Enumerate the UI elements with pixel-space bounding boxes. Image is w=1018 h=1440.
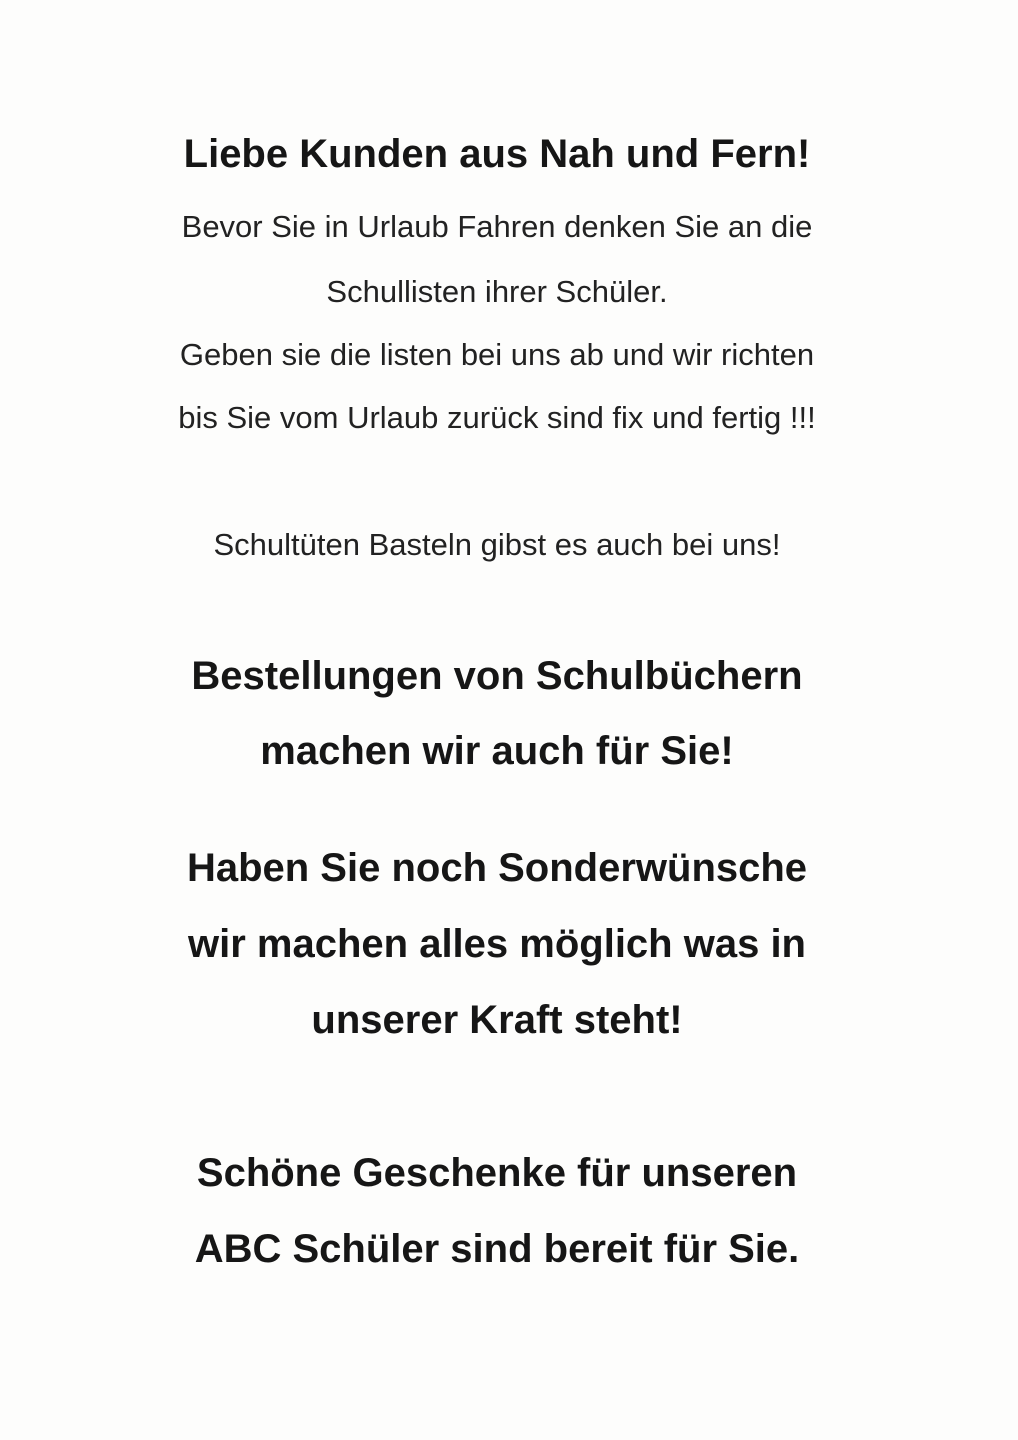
schulbuecher-line-1: Bestellungen von Schulbüchern: [191, 654, 803, 698]
sonderwuensche-line-1: Haben Sie noch Sonderwünsche: [186, 846, 808, 890]
intro-line-1: Bevor Sie in Urlaub Fahren denken Sie an die: [181, 209, 813, 244]
schulbuecher-line-2: machen wir auch für Sie!: [260, 729, 734, 773]
intro-line-4: bis Sie vom Urlaub zurück sind fix und fertig !!!: [178, 400, 816, 435]
sonderwuensche-line-2: wir machen alles möglich was in: [188, 922, 806, 966]
heading: Liebe Kunden aus Nah und Fern!: [183, 132, 811, 176]
schultueten-text: Schultüten Basteln gibst es auch bei uns!: [213, 527, 781, 562]
intro-line-3: Geben sie die listen bei uns ab und wir richten: [179, 337, 815, 372]
sonderwuensche-line-3: unserer Kraft steht!: [311, 998, 683, 1042]
intro-line-2: Schullisten ihrer Schüler.: [326, 274, 668, 309]
geschenke-line-2: ABC Schüler sind bereit für Sie.: [194, 1227, 800, 1271]
geschenke-line-1: Schöne Geschenke für unseren: [196, 1151, 798, 1195]
